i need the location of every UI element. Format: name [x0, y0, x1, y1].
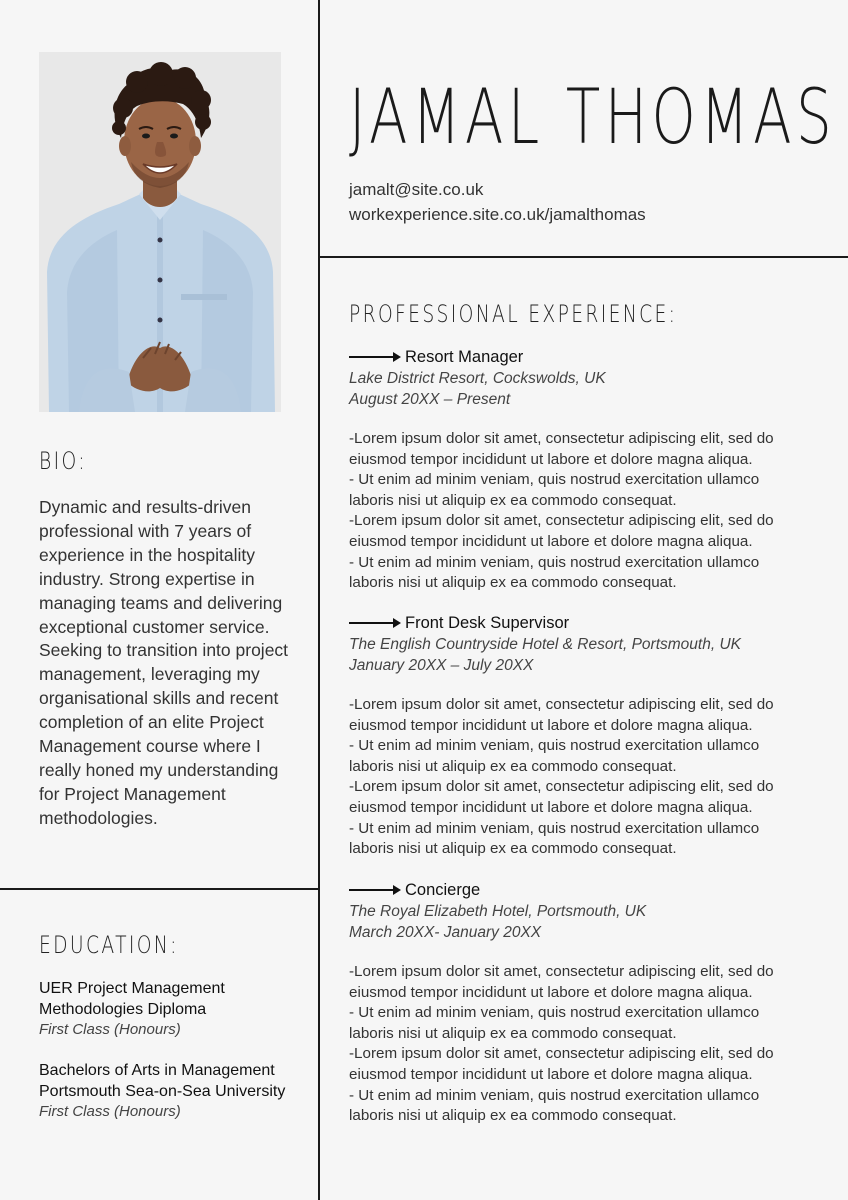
- job-title-row: [349, 879, 819, 901]
- education-title: Portsmouth Sea-on-Sea University: [39, 1083, 286, 1100]
- email-link[interactable]: jamalt@site.co.uk: [349, 180, 484, 199]
- header-divider: [320, 256, 848, 258]
- job-entry: [349, 346, 819, 594]
- description-line: eiusmod tempor incididunt ut labore et dolore magna aliqua.: [349, 716, 753, 734]
- job-dates: January 20XX – July 20XX: [349, 657, 534, 674]
- job-company: The English Countryside Hotel & Resort, Portsmouth, UK: [349, 636, 741, 653]
- arrow-right-icon: [349, 884, 401, 896]
- description-line: laboris nisi ut aliquip ex ea commodo consequat.: [349, 491, 677, 509]
- job-title-row: [349, 612, 819, 634]
- description-line: -Lorem ipsum dolor sit amet, consectetur adipiscing elit, sed do: [349, 963, 774, 980]
- description-line: - Ut enim ad minim veniam, quis nostrud exercitation ullamco: [349, 737, 760, 755]
- education-heading: EDUCATION:: [39, 931, 179, 959]
- description-line: -Lorem ipsum dolor sit amet, consectetur adipiscing elit, sed do: [349, 696, 774, 713]
- job-entry: [349, 879, 819, 1127]
- description-line: - Ut enim ad minim veniam, quis nostrud exercitation ullamco: [349, 471, 760, 489]
- arrow-right-icon: [349, 617, 401, 629]
- job-company: The Royal Elizabeth Hotel, Portsmouth, UK: [349, 903, 647, 920]
- job-description: [349, 962, 819, 1127]
- description-line: eiusmod tempor incididunt ut labore et dolore magna aliqua.: [349, 450, 753, 468]
- job-title-row: [349, 346, 819, 368]
- description-line: -Lorem ipsum dolor sit amet, consectetur adipiscing elit, sed do: [349, 430, 774, 447]
- description-line: laboris nisi ut aliquip ex ea commodo consequat.: [349, 1107, 677, 1125]
- description-line: eiusmod tempor incididunt ut labore et dolore magna aliqua.: [349, 798, 753, 816]
- arrow-right-icon: [349, 351, 401, 363]
- website-link[interactable]: workexperience.site.co.uk/jamalthomas: [349, 205, 646, 224]
- job-entry: [349, 612, 819, 860]
- description-line: - Ut enim ad minim veniam, quis nostrud exercitation ullamco: [349, 819, 760, 837]
- education-grade: First Class (Honours): [39, 1021, 181, 1038]
- description-line: - Ut enim ad minim veniam, quis nostrud exercitation ullamco: [349, 1086, 760, 1104]
- bio-education-divider: [0, 888, 318, 890]
- job-description: [349, 695, 819, 860]
- profile-photo: [39, 52, 281, 412]
- description-line: laboris nisi ut aliquip ex ea commodo consequat.: [349, 840, 677, 858]
- bio-heading: BIO:: [39, 447, 87, 475]
- description-line: -Lorem ipsum dolor sit amet, consectetur adipiscing elit, sed do: [349, 778, 774, 796]
- job-company: Lake District Resort, Cockswolds, UK: [349, 370, 606, 387]
- job-title: Front Desk Supervisor: [405, 613, 570, 632]
- description-line: laboris nisi ut aliquip ex ea commodo consequat.: [349, 757, 677, 775]
- education-title: Bachelors of Arts in Management: [39, 1062, 275, 1079]
- education-title: Methodologies Diploma: [39, 1001, 207, 1018]
- job-title: Resort Manager: [405, 347, 524, 366]
- education-item: [39, 1060, 309, 1122]
- description-line: eiusmod tempor incididunt ut labore et dolore magna aliqua.: [349, 1065, 753, 1083]
- job-description: [349, 429, 819, 594]
- experience-heading: PROFESSIONAL EXPERIENCE:: [349, 300, 678, 328]
- description-line: - Ut enim ad minim veniam, quis nostrud exercitation ullamco: [349, 1004, 760, 1022]
- education-title: UER Project Management: [39, 980, 225, 997]
- profile-photo-illustration: [39, 52, 281, 412]
- vertical-divider: [318, 0, 320, 1200]
- education-grade: First Class (Honours): [39, 1103, 181, 1120]
- description-line: eiusmod tempor incididunt ut labore et dolore magna aliqua.: [349, 983, 753, 1001]
- job-title: Concierge: [405, 880, 481, 899]
- description-line: laboris nisi ut aliquip ex ea commodo consequat.: [349, 1024, 677, 1042]
- job-dates: August 20XX – Present: [349, 391, 511, 408]
- candidate-name: JAMAL THOMAS: [349, 72, 837, 161]
- contact-info: [349, 177, 646, 227]
- education-list: [39, 978, 309, 1142]
- description-line: laboris nisi ut aliquip ex ea commodo consequat.: [349, 574, 677, 592]
- description-line: eiusmod tempor incididunt ut labore et dolore magna aliqua.: [349, 532, 753, 550]
- education-item: [39, 978, 309, 1040]
- description-line: - Ut enim ad minim veniam, quis nostrud exercitation ullamco: [349, 553, 760, 571]
- bio-text: Dynamic and results-driven professional with 7 years of experience in the hospitality industry. Strong expertise in managing teams and delivering exceptional customer service. Seeking to transition into project management, leveraging my organisational skills and recent completion of an elite Project Management course where I really honed my understanding for Project Management methodologies.: [39, 497, 289, 828]
- job-dates: March 20XX- January 20XX: [349, 924, 542, 941]
- description-line: -Lorem ipsum dolor sit amet, consectetur adipiscing elit, sed do: [349, 512, 774, 530]
- description-line: -Lorem ipsum dolor sit amet, consectetur adipiscing elit, sed do: [349, 1045, 774, 1063]
